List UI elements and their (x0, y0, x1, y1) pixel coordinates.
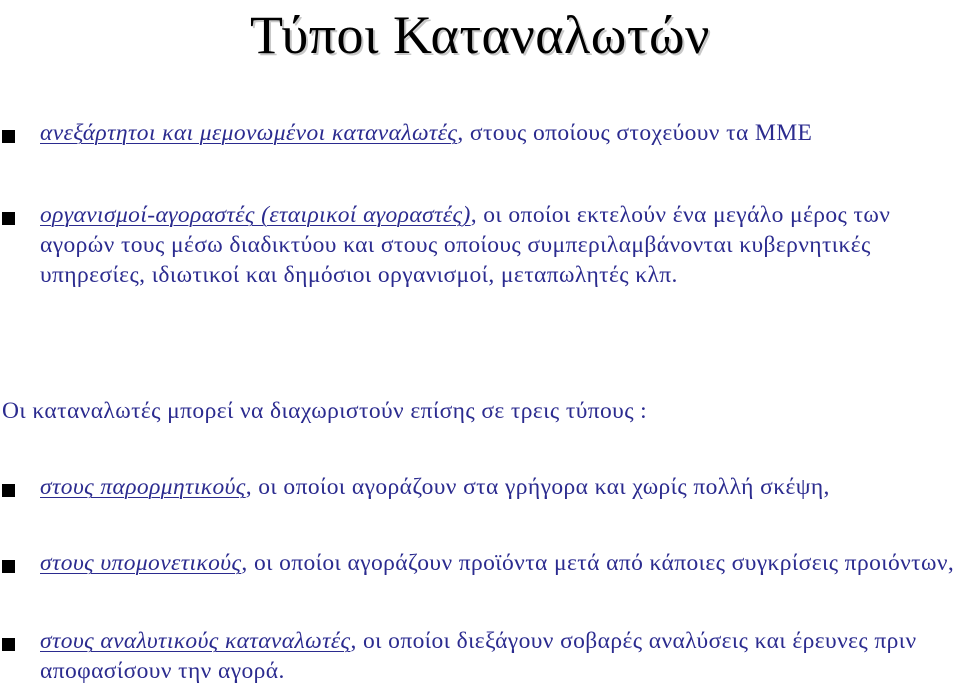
bullet-text (40, 118, 956, 148)
bullet-highlight: στους υπομονετικούς (40, 550, 242, 576)
bullet-highlight: ανεξάρτητοι και μεμονωμένοι καταναλωτές (40, 120, 458, 146)
square-bullet-icon (2, 484, 15, 497)
bullet-highlight: στους αναλυτικούς καταναλωτές (40, 628, 351, 654)
bullet-text (40, 626, 956, 686)
bullet-rest: , οι οποίοι αγοράζουν στα γρήγορα και χωρίς πολλή σκέψη, (245, 474, 830, 500)
square-bullet-icon (2, 638, 15, 651)
bullet-rest: , οι οποίοι εκτελούν ένα μεγάλο μέρος των αγορών τους μέσω διαδικτύου και στους οποίους συμπεριλαμβάνονται κυβερνητικές υπηρεσίες, ιδιωτικοί και δημόσιοι οργανισμοί, μεταπωλητές κλπ. (40, 202, 891, 288)
bullet-text (40, 548, 956, 578)
square-bullet-icon (2, 130, 15, 143)
square-bullet-icon (2, 212, 15, 225)
bullet-rest: , στους οποίους στοχεύουν τα ΜΜΕ (457, 120, 813, 146)
intro-text: Οι καταναλωτές μπορεί να διαχωριστούν επίσης σε τρεις τύπους : (2, 398, 648, 424)
bullet-text (40, 472, 956, 502)
bullet-rest: , οι οποίοι αγοράζουν προϊόντα μετά από κάποιες συγκρίσεις προιόντων, (241, 550, 955, 576)
slide-title: Τύποι Καταναλωτών (250, 5, 710, 65)
bullet-highlight: στους παρορμητικούς (40, 474, 246, 500)
bullet-highlight: οργανισμοί-αγοραστές (εταιρικοί αγοραστές) (40, 202, 471, 228)
bullet-text (40, 200, 956, 290)
bullet-rest: , οι οποίοι διεξάγουν σοβαρές αναλύσεις και έρευνες πριν αποφασίσουν την αγορά. (40, 628, 917, 684)
square-bullet-icon (2, 560, 15, 573)
